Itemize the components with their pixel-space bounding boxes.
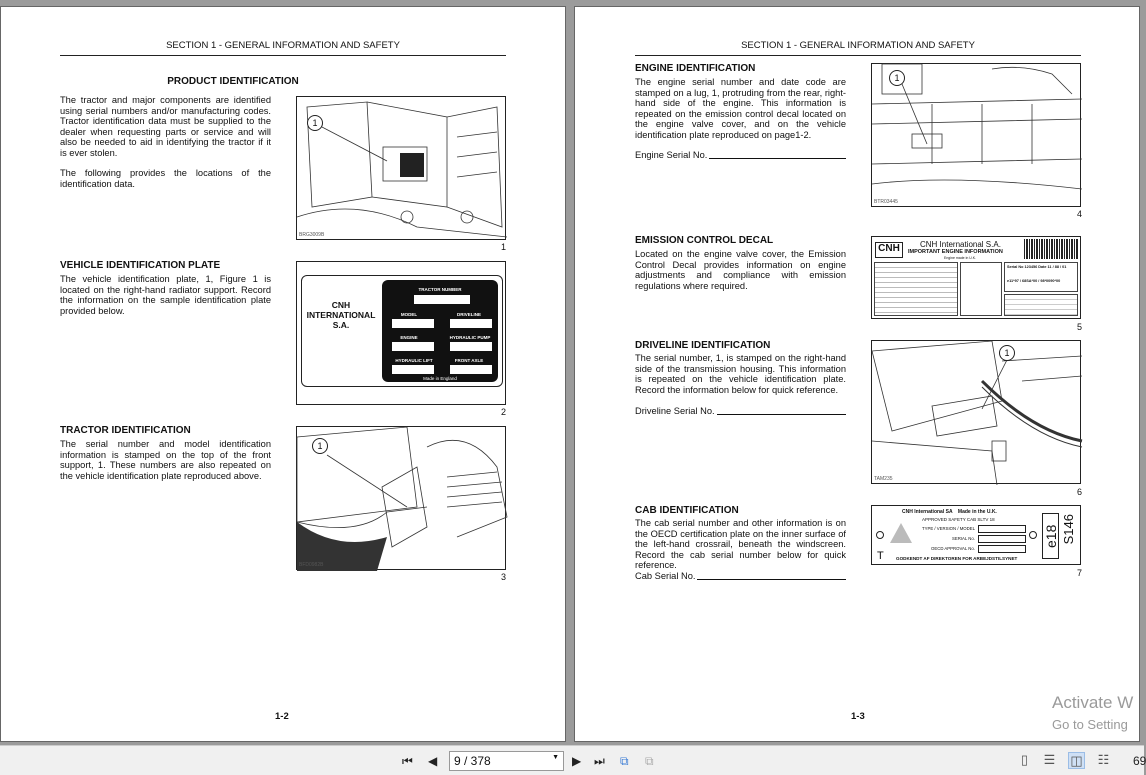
cnh-logo: CNH [875,242,903,258]
field-hydraulic-pump [450,342,492,351]
label-hydraulic-pump: HYDRAULIC PUMP [449,335,491,340]
continuous-view-icon[interactable]: ☰ [1043,752,1056,767]
last-page-icon[interactable]: ⏭ [594,754,605,768]
figure-number: 4 [1077,209,1083,219]
figure-6-transmission [871,340,1081,484]
engine-id-heading: ENGINE IDENTIFICATION [635,63,756,74]
label-engine: ENGINE [400,335,418,340]
callout-1: 1 [999,345,1015,361]
decal-subtitle: Engine made in U.K. [944,256,977,260]
figure-number: 5 [1077,322,1083,332]
cab-type-label: TYPE / VERSION / MODEL [921,526,975,531]
emission-heading: EMISSION CONTROL DECAL [635,235,774,246]
first-page-icon[interactable]: ⏮ [402,754,413,768]
barcode [1024,239,1078,259]
plate-panel [382,280,498,382]
callout-1: 1 [307,115,323,131]
figure-code: BTR03445 [874,199,898,205]
figure-code: BRG3009B [299,232,325,238]
figure-number: 1 [501,242,507,252]
figure-7-cab-plate [871,505,1081,565]
cab-plate-line2: APPROVED SAFETY CAB SLTV 18 [922,517,995,522]
watermark-line2: Go to Setting [1052,717,1128,732]
page-field[interactable]: 9 / 378 [454,754,491,768]
watermark-line1: Activate W [1052,693,1134,712]
transmission-illustration [872,341,1082,485]
figure-4-engine [871,63,1081,207]
page-selector[interactable] [449,751,564,771]
section-header: SECTION 1 - GENERAL INFORMATION AND SAFETY [635,40,1081,56]
figure-code: BFD0982B [299,562,324,568]
previous-view-icon[interactable]: ⧉ [620,754,629,768]
field-hydraulic-lift [392,365,434,374]
figure-5-emission-decal [871,236,1081,319]
decal-title: IMPORTANT ENGINE INFORMATION [908,249,1003,255]
e-mark: e18 [1042,513,1059,559]
label-model: MODEL [400,312,418,317]
decal-company: CNH International S.A. [920,240,1001,249]
figure-1-radiator-plate [296,96,506,240]
zoom-level[interactable]: 69 [1133,754,1146,768]
approval-triangle-icon [890,523,912,543]
field-front-axle [450,365,492,374]
facing-view-icon[interactable]: ◫ [1068,752,1085,769]
label-made-in: Made in England [423,376,457,381]
cab-plate-t: T [877,550,884,562]
driveline-serial-label: Driveline Serial No. [635,406,715,416]
next-view-icon[interactable]: ⧉ [645,754,654,768]
next-page-icon[interactable]: ▶ [572,754,582,768]
decal-approval: e11*97 / 68SA*00 / 98*0090*00 [1007,279,1061,283]
cab-serial-label: Cab Serial No. [635,571,696,581]
figure-2-identification-plate [296,261,506,405]
driveline-serial-field[interactable] [635,406,846,416]
figure-number: 6 [1077,487,1083,497]
field-driveline [450,319,492,328]
cab-serial-plate-label: SERIAL No. [951,536,975,541]
continuous-facing-view-icon[interactable]: ☷ [1097,752,1110,767]
identification-plate [301,275,503,387]
cab-heading: CAB IDENTIFICATION [635,505,739,516]
tractor-id-heading: TRACTOR IDENTIFICATION [60,425,191,436]
engine-data-table [874,262,958,316]
front-support-illustration [297,427,507,571]
serial-box [1004,262,1078,292]
field-model [392,319,434,328]
callout-1: 1 [312,438,328,454]
left-page [0,6,566,742]
page-number: 1-3 [851,711,865,722]
figure-number: 7 [1077,568,1083,578]
radiator-illustration [297,97,507,241]
field-tractor-number [414,295,470,304]
engine-illustration [872,64,1082,208]
figure-number: 2 [501,407,507,417]
figure-number: 3 [501,572,507,582]
emission-text: Located on the engine valve cover, the Emission Control Decal provides information on engine adjustments and compliance with emission regulations where required. [635,249,846,291]
vehicle-plate-text: The vehicle identification plate, 1, Figure 1 is located on the right-hand radiator support. Record the information on the sample identification plate provided below. [60,274,271,316]
adjustment-note [1004,294,1078,316]
tractor-id-text: The serial number and model identification information is stamped on the top of the front support, 1. These numbers are also repeated on the vehicle identification plate reproduced above. [60,439,271,481]
right-page [574,6,1140,742]
label-front-axle: FRONT AXLE [454,358,484,363]
page-number: 1-2 [275,711,289,722]
section-header: SECTION 1 - GENERAL INFORMATION AND SAFETY [60,40,506,56]
label-tractor-number: TRACTOR NUMBER [418,287,462,292]
conformity-box [960,262,1002,316]
previous-page-icon[interactable]: ◀ [428,754,438,768]
engine-serial-label: Engine Serial No. [635,150,708,160]
cab-plate-line1: CNH International SA Made in the U.K. [902,509,997,515]
callout-1: 1 [889,70,905,86]
plate-company: CNH INTERNATIONAL S.A. [306,300,376,330]
field-engine [392,342,434,351]
single-page-view-icon[interactable]: ▯ [1020,752,1029,767]
cab-oecd-label: OECD APPROVAL No. [931,546,975,551]
figure-3-front-support [296,426,506,570]
cab-text: The cab serial number and other information is on the OECD certification plate on the inner surface of the left-hand crossrail, beneath the windscreen. Record the cab serial number below for quick reference. [635,518,846,571]
engine-id-text: The engine serial number and date code are stamped on a lug, 1, protruding from the rear, right-hand side of the engine. This information is repeated on the emission control decal located on the engine valve cover, and on the vehicle identification plate reproduced on page1-2. [635,77,846,140]
cab-plate-footer: GODKENDT AF DIREKTOREN FOR ARBEJDSTILSYNET [896,556,1018,561]
cab-serial-field[interactable] [635,571,846,581]
bottom-toolbar [0,745,1144,775]
chevron-down-icon[interactable]: ▼ [552,754,559,761]
engine-serial-field[interactable] [635,150,846,160]
driveline-text: The serial number, 1, is stamped on the right-hand side of the transmission housing. This information is repeated on the vehicle identification plate. Record the information below for quick reference. [635,353,846,395]
label-hydraulic-lift: HYDRAULIC LIFT [395,358,433,363]
label-driveline: DRIVELINE [456,312,481,317]
decal-serial: Serial No 123456 Date 11 / 88 / 01 [1007,265,1067,269]
vehicle-plate-heading: VEHICLE IDENTIFICATION PLATE [60,260,221,271]
rivet-icon [1029,531,1037,539]
intro-text-2: The following provides the locations of the identification data. [60,168,271,189]
figure-code: TAM235 [874,476,893,482]
windows-activation-watermark [1052,692,1133,736]
driveline-heading: DRIVELINE IDENTIFICATION [635,340,771,351]
page-title: PRODUCT IDENTIFICATION [167,76,299,87]
rivet-icon [876,531,884,539]
intro-text: The tractor and major components are identified using serial numbers and/or manufacturing codes. Tractor identification data must be supplied to the dealer when requesting parts or service and will also be needed to aid in identifying the tractor if it is ever stolen. [60,95,271,158]
s-mark: S146 [1061,514,1076,545]
